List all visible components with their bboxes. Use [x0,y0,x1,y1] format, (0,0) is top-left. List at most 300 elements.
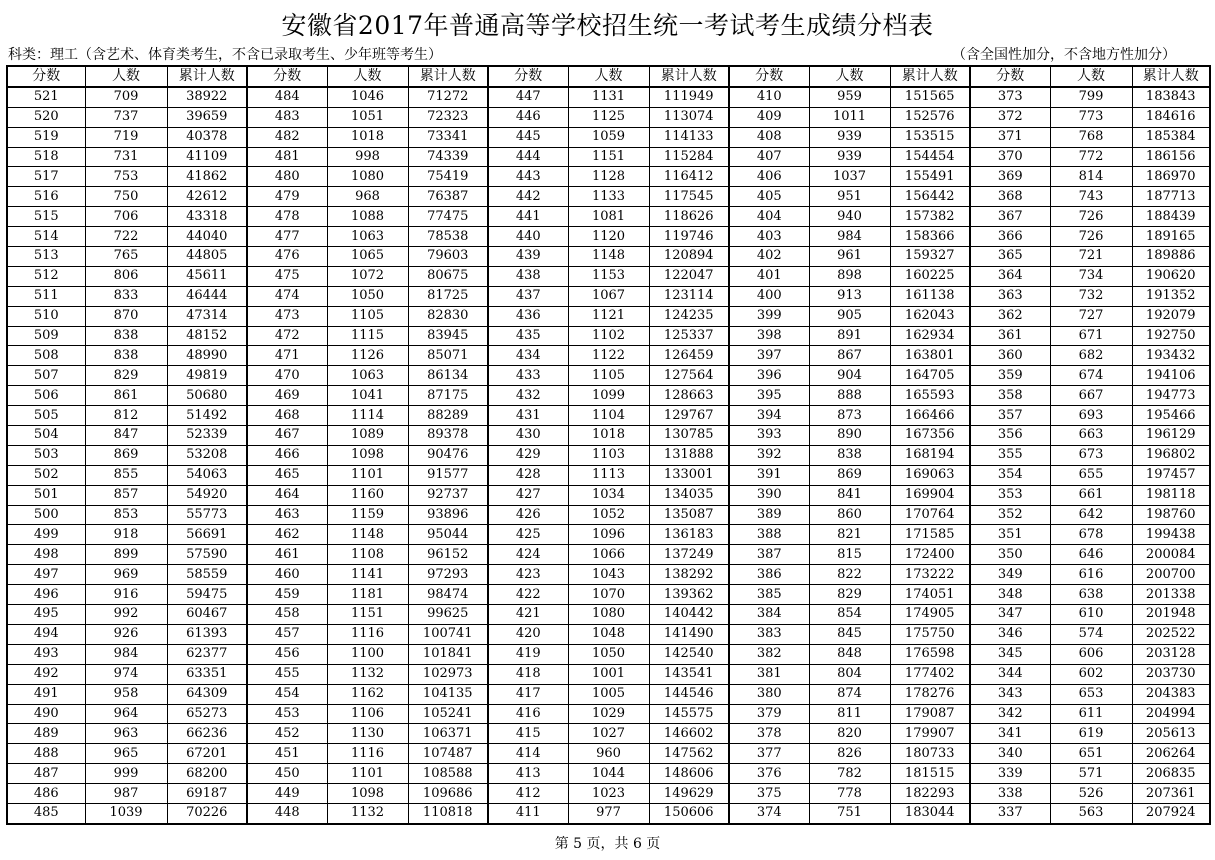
table-cell: 458 [247,605,327,625]
table-cell: 453 [247,704,327,724]
table-cell: 53208 [167,445,247,465]
table-cell: 204994 [1132,704,1210,724]
table-cell: 407 [729,147,809,167]
table-cell: 399 [729,306,809,326]
table-cell: 969 [85,565,167,585]
table-cell: 117545 [649,187,729,207]
table-cell: 116412 [649,167,729,187]
table-cell: 50680 [167,386,247,406]
table-cell: 406 [729,167,809,187]
table-cell: 363 [970,286,1050,306]
table-cell: 940 [809,207,890,227]
table-cell: 107487 [408,744,488,764]
table-cell: 510 [7,306,85,326]
table-row [7,366,1210,386]
table-cell: 515 [7,207,85,227]
table-cell: 129767 [649,406,729,426]
table-cell: 478 [247,207,327,227]
column-header: 人数 [327,66,408,87]
table-cell: 38922 [167,87,247,107]
table-cell: 765 [85,247,167,267]
table-row [7,545,1210,565]
table-cell: 484 [247,87,327,107]
table-cell: 375 [729,784,809,804]
table-cell: 965 [85,744,167,764]
table-cell: 356 [970,426,1050,446]
table-cell: 1052 [568,505,649,525]
table-cell: 414 [488,744,568,764]
table-cell: 511 [7,286,85,306]
table-cell: 383 [729,624,809,644]
table-cell: 1018 [327,127,408,147]
column-header: 分数 [7,66,85,87]
table-cell: 1132 [327,664,408,684]
table-cell: 343 [970,684,1050,704]
table-cell: 1011 [809,107,890,127]
table-cell: 157382 [890,207,970,227]
table-row [7,326,1210,346]
table-cell: 200084 [1132,545,1210,565]
table-cell: 442 [488,187,568,207]
table-cell: 388 [729,525,809,545]
table-row [7,605,1210,625]
table-cell: 110818 [408,803,488,823]
table-cell: 72323 [408,107,488,127]
table-cell: 496 [7,585,85,605]
table-cell: 354 [970,465,1050,485]
table-cell: 984 [85,644,167,664]
table-cell: 130785 [649,426,729,446]
table-cell: 186156 [1132,147,1210,167]
table-cell: 184616 [1132,107,1210,127]
table-cell: 185384 [1132,127,1210,147]
table-cell: 1148 [327,525,408,545]
column-header: 人数 [568,66,649,87]
table-cell: 419 [488,644,568,664]
table-cell: 987 [85,784,167,804]
table-cell: 444 [488,147,568,167]
table-cell: 105241 [408,704,488,724]
table-cell: 520 [7,107,85,127]
table-row [7,227,1210,247]
table-cell: 782 [809,764,890,784]
table-cell: 519 [7,127,85,147]
table-cell: 673 [1050,445,1132,465]
table-cell: 476 [247,247,327,267]
table-cell: 493 [7,644,85,664]
table-cell: 358 [970,386,1050,406]
table-cell: 424 [488,545,568,565]
table-cell: 352 [970,505,1050,525]
table-cell: 501 [7,485,85,505]
table-cell: 59475 [167,585,247,605]
table-cell: 1105 [568,366,649,386]
table-cell: 54063 [167,465,247,485]
table-cell: 88289 [408,406,488,426]
table-cell: 79603 [408,247,488,267]
table-cell: 54920 [167,485,247,505]
table-cell: 195466 [1132,406,1210,426]
table-cell: 1126 [327,346,408,366]
table-cell: 449 [247,784,327,804]
table-cell: 1151 [568,147,649,167]
table-cell: 135087 [649,505,729,525]
table-cell: 513 [7,247,85,267]
table-cell: 471 [247,346,327,366]
table-cell: 69187 [167,784,247,804]
table-cell: 42612 [167,187,247,207]
table-row [7,485,1210,505]
table-cell: 412 [488,784,568,804]
table-cell: 456 [247,644,327,664]
table-cell: 376 [729,764,809,784]
table-cell: 143541 [649,664,729,684]
table-cell: 961 [809,247,890,267]
table-cell: 133001 [649,465,729,485]
table-cell: 1051 [327,107,408,127]
table-cell: 193432 [1132,346,1210,366]
table-cell: 998 [327,147,408,167]
table-cell: 671 [1050,326,1132,346]
table-cell: 854 [809,605,890,625]
table-cell: 514 [7,227,85,247]
bonus-note: （含全国性加分，不含地方性加分） [952,47,1176,63]
table-cell: 821 [809,525,890,545]
table-cell: 469 [247,386,327,406]
table-cell: 727 [1050,306,1132,326]
table-cell: 472 [247,326,327,346]
table-cell: 60467 [167,605,247,625]
table-cell: 888 [809,386,890,406]
table-cell: 55773 [167,505,247,525]
table-cell: 98474 [408,585,488,605]
table-cell: 1128 [568,167,649,187]
table-cell: 772 [1050,147,1132,167]
table-cell: 63351 [167,664,247,684]
table-cell: 78538 [408,227,488,247]
table-cell: 203730 [1132,664,1210,684]
table-cell: 443 [488,167,568,187]
table-cell: 39659 [167,107,247,127]
table-cell: 446 [488,107,568,127]
table-cell: 811 [809,704,890,724]
table-cell: 387 [729,545,809,565]
table-cell: 1151 [327,605,408,625]
table-cell: 486 [7,784,85,804]
table-row [7,346,1210,366]
table-cell: 678 [1050,525,1132,545]
table-cell: 1065 [327,247,408,267]
table-cell: 206264 [1132,744,1210,764]
table-cell: 401 [729,266,809,286]
table-cell: 393 [729,426,809,446]
table-row [7,386,1210,406]
table-cell: 853 [85,505,167,525]
table-cell: 951 [809,187,890,207]
table-cell: 475 [247,266,327,286]
table-cell: 959 [809,87,890,107]
table-cell: 197457 [1132,465,1210,485]
table-cell: 91577 [408,465,488,485]
table-cell: 62377 [167,644,247,664]
table-cell: 1100 [327,644,408,664]
table-cell: 340 [970,744,1050,764]
table-cell: 181515 [890,764,970,784]
table-cell: 1160 [327,485,408,505]
table-cell: 829 [809,585,890,605]
table-cell: 468 [247,406,327,426]
table-cell: 463 [247,505,327,525]
table-cell: 118626 [649,207,729,227]
table-cell: 385 [729,585,809,605]
table-cell: 200700 [1132,565,1210,585]
table-cell: 602 [1050,664,1132,684]
table-cell: 80675 [408,266,488,286]
table-cell: 386 [729,565,809,585]
table-cell: 814 [1050,167,1132,187]
table-cell: 517 [7,167,85,187]
table-cell: 381 [729,664,809,684]
table-cell: 1066 [568,545,649,565]
table-cell: 474 [247,286,327,306]
table-cell: 44040 [167,227,247,247]
table-cell: 380 [729,684,809,704]
table-cell: 489 [7,724,85,744]
table-cell: 180733 [890,744,970,764]
table-cell: 179087 [890,704,970,724]
table-body [7,87,1210,824]
column-header: 分数 [729,66,809,87]
table-cell: 1162 [327,684,408,704]
table-cell: 939 [809,127,890,147]
table-cell: 113074 [649,107,729,127]
table-row [7,505,1210,525]
table-row [7,107,1210,127]
table-cell: 611 [1050,704,1132,724]
table-cell: 56691 [167,525,247,545]
table-cell: 73341 [408,127,488,147]
table-cell: 187713 [1132,187,1210,207]
table-cell: 448 [247,803,327,823]
table-cell: 431 [488,406,568,426]
column-header: 人数 [1050,66,1132,87]
table-cell: 451 [247,744,327,764]
table-cell: 106371 [408,724,488,744]
table-cell: 500 [7,505,85,525]
table-cell: 77475 [408,207,488,227]
table-cell: 417 [488,684,568,704]
table-cell: 497 [7,565,85,585]
table-cell: 120894 [649,247,729,267]
table-cell: 391 [729,465,809,485]
table-cell: 174051 [890,585,970,605]
table-row [7,724,1210,744]
table-cell: 99625 [408,605,488,625]
table-cell: 1181 [327,585,408,605]
table-cell: 731 [85,147,167,167]
table-cell: 46444 [167,286,247,306]
table-cell: 674 [1050,366,1132,386]
table-cell: 392 [729,445,809,465]
table-cell: 194773 [1132,386,1210,406]
table-cell: 518 [7,147,85,167]
table-cell: 829 [85,366,167,386]
table-cell: 963 [85,724,167,744]
table-cell: 1133 [568,187,649,207]
table-cell: 804 [809,664,890,684]
table-cell: 1115 [327,326,408,346]
table-cell: 521 [7,87,85,107]
table-cell: 435 [488,326,568,346]
column-header: 人数 [809,66,890,87]
table-row [7,426,1210,446]
table-cell: 92737 [408,485,488,505]
table-cell: 189886 [1132,247,1210,267]
table-cell: 140442 [649,605,729,625]
table-cell: 199438 [1132,525,1210,545]
table-cell: 1070 [568,585,649,605]
table-cell: 131888 [649,445,729,465]
table-cell: 857 [85,485,167,505]
table-cell: 847 [85,426,167,446]
table-cell: 1005 [568,684,649,704]
table-cell: 913 [809,286,890,306]
table-cell: 191352 [1132,286,1210,306]
table-cell: 162043 [890,306,970,326]
table-cell: 165593 [890,386,970,406]
table-row [7,585,1210,605]
table-cell: 128663 [649,386,729,406]
table-cell: 462 [247,525,327,545]
table-cell: 421 [488,605,568,625]
table-cell: 368 [970,187,1050,207]
table-cell: 1103 [568,445,649,465]
table-cell: 482 [247,127,327,147]
table-cell: 483 [247,107,327,127]
table-cell: 447 [488,87,568,107]
table-cell: 186970 [1132,167,1210,187]
table-cell: 346 [970,624,1050,644]
table-cell: 815 [809,545,890,565]
table-cell: 126459 [649,346,729,366]
table-cell: 732 [1050,286,1132,306]
table-cell: 119746 [649,227,729,247]
score-table [6,65,1211,825]
table-cell: 68200 [167,764,247,784]
table-cell: 52339 [167,426,247,446]
table-cell: 870 [85,306,167,326]
table-cell: 169904 [890,485,970,505]
table-cell: 359 [970,366,1050,386]
table-cell: 768 [1050,127,1132,147]
column-header: 分数 [488,66,568,87]
table-cell: 146602 [649,724,729,744]
table-cell: 360 [970,346,1050,366]
table-cell: 459 [247,585,327,605]
table-cell: 504 [7,426,85,446]
table-cell: 984 [809,227,890,247]
table-cell: 1018 [568,426,649,446]
table-row [7,127,1210,147]
table-cell: 1039 [85,803,167,823]
table-row [7,704,1210,724]
table-cell: 466 [247,445,327,465]
table-cell: 512 [7,266,85,286]
table-row [7,266,1210,286]
table-cell: 682 [1050,346,1132,366]
table-cell: 172400 [890,545,970,565]
table-cell: 1001 [568,664,649,684]
table-cell: 1081 [568,207,649,227]
table-cell: 395 [729,386,809,406]
table-cell: 429 [488,445,568,465]
table-cell: 860 [809,505,890,525]
table-cell: 81725 [408,286,488,306]
table-cell: 151565 [890,87,970,107]
table-cell: 418 [488,664,568,684]
table-cell: 838 [809,445,890,465]
table-cell: 574 [1050,624,1132,644]
table-row [7,247,1210,267]
table-cell: 108588 [408,764,488,784]
table-cell: 706 [85,207,167,227]
table-cell: 370 [970,147,1050,167]
table-cell: 499 [7,525,85,545]
table-cell: 124235 [649,306,729,326]
table-cell: 904 [809,366,890,386]
table-row [7,207,1210,227]
table-cell: 867 [809,346,890,366]
table-cell: 974 [85,664,167,684]
table-cell: 168194 [890,445,970,465]
table-cell: 481 [247,147,327,167]
table-cell: 71272 [408,87,488,107]
column-header: 分数 [247,66,327,87]
table-cell: 926 [85,624,167,644]
table-cell: 366 [970,227,1050,247]
table-cell: 369 [970,167,1050,187]
table-cell: 205613 [1132,724,1210,744]
table-cell: 1098 [327,445,408,465]
table-cell: 799 [1050,87,1132,107]
table-cell: 201338 [1132,585,1210,605]
table-cell: 378 [729,724,809,744]
table-cell: 464 [247,485,327,505]
table-row [7,565,1210,585]
table-cell: 461 [247,545,327,565]
table-cell: 960 [568,744,649,764]
table-cell: 416 [488,704,568,724]
table-cell: 1043 [568,565,649,585]
table-cell: 372 [970,107,1050,127]
table-cell: 646 [1050,545,1132,565]
table-row [7,684,1210,704]
table-cell: 374 [729,803,809,823]
table-cell: 109686 [408,784,488,804]
table-cell: 1114 [327,406,408,426]
table-cell: 1104 [568,406,649,426]
table-cell: 345 [970,644,1050,664]
table-cell: 355 [970,445,1050,465]
table-cell: 97293 [408,565,488,585]
table-cell: 44805 [167,247,247,267]
table-cell: 384 [729,605,809,625]
table-cell: 125337 [649,326,729,346]
table-cell: 178276 [890,684,970,704]
table-cell: 86134 [408,366,488,386]
table-cell: 198118 [1132,485,1210,505]
table-cell: 507 [7,366,85,386]
